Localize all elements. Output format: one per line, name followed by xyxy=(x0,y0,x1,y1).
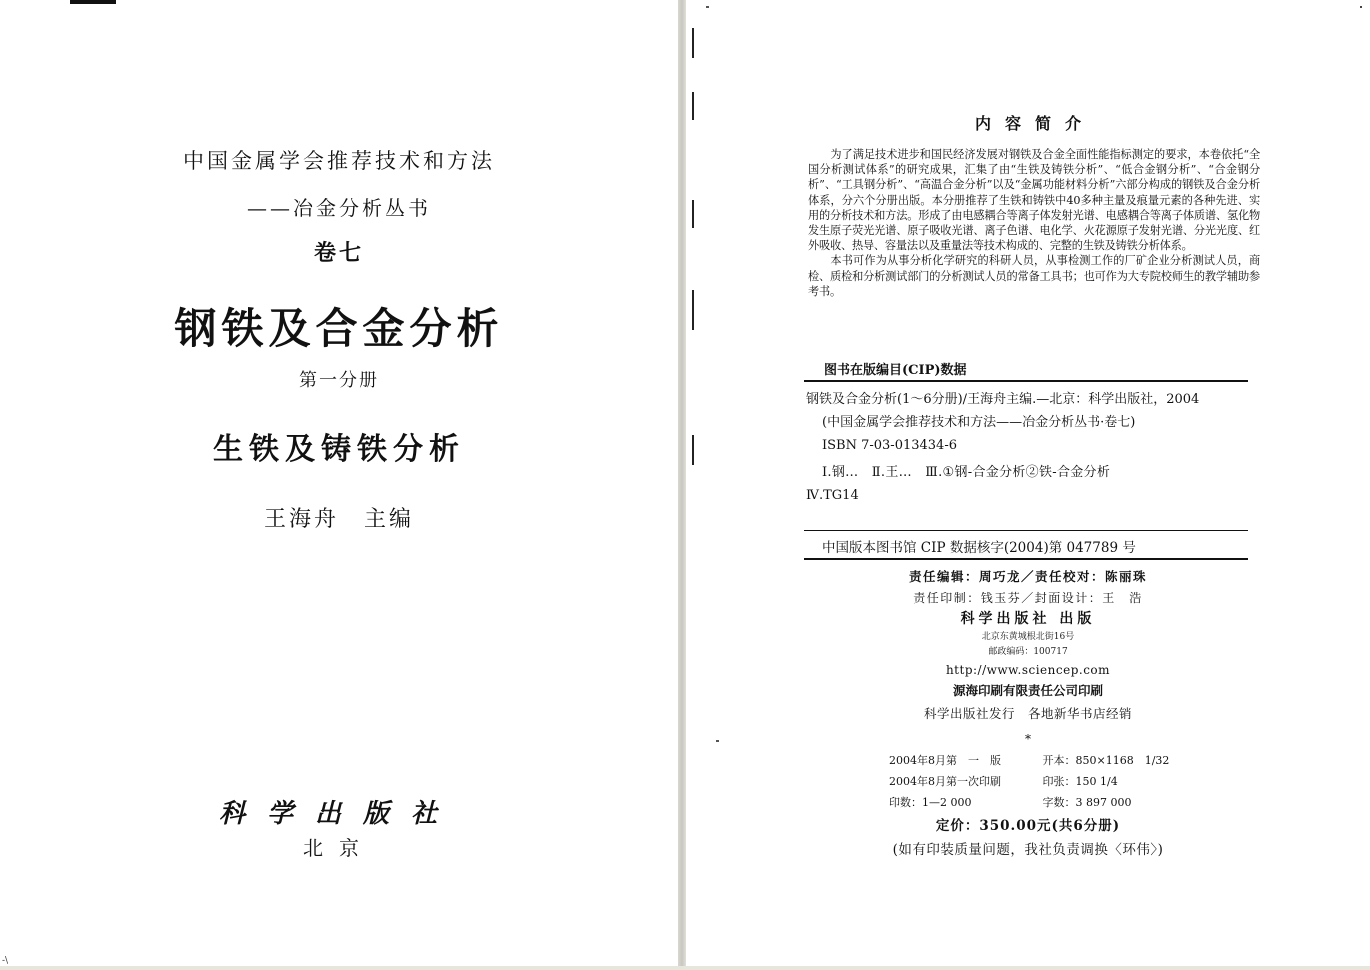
cip-series-entry: (中国金属学会推荐技术和方法——冶金分析丛书·卷七) xyxy=(822,415,1136,430)
cip-classification: Ⅰ.钢… Ⅱ.王… Ⅲ.①钢-合金分析②铁-合金分析 xyxy=(822,465,1111,480)
scan-margin-mark xyxy=(692,435,694,465)
publisher-address: 北京东黄城根北街16号 xyxy=(981,632,1075,642)
cip-heading: 图书在版编目(CIP)数据 xyxy=(824,363,967,378)
publisher-postcode: 邮政编码：100717 xyxy=(988,647,1068,657)
cip-record xyxy=(806,388,1266,507)
printing-date: 2004年8月第一次印刷 xyxy=(889,775,1001,788)
print-run: 印数：1—2 000 xyxy=(889,796,972,809)
volume-number: 卷七 xyxy=(313,240,364,266)
edition-row xyxy=(889,771,1169,792)
printer-line: 源海印刷有限责任公司印刷 xyxy=(952,683,1103,698)
series-name: 中国金属学会推荐技术和方法 xyxy=(183,149,495,173)
summary-body xyxy=(808,147,1260,299)
price-line: 定价：350.00元(共6分册) xyxy=(935,818,1121,834)
separator-star: * xyxy=(1025,732,1031,746)
publisher-logo: 科学出版社 xyxy=(218,799,459,829)
scan-dot xyxy=(1360,6,1362,8)
credits-block xyxy=(686,566,1370,750)
quality-notice: (如有印装质量问题，我社负责调换〈环伟〉) xyxy=(892,842,1164,858)
distribution-line: 科学出版社发行 各地新华书店经销 xyxy=(923,706,1132,721)
editor-credits: 责任编辑：周巧龙／责任校对：陈丽珠 xyxy=(908,569,1147,584)
scan-margin-mark xyxy=(692,290,694,330)
cip-isbn: ISBN 7-03-013434-6 xyxy=(822,438,957,453)
series-subname: ——冶金分析丛书 xyxy=(247,196,431,220)
viewer-bottom-edge xyxy=(0,966,1370,970)
book-title: 钢铁及合金分析 xyxy=(174,304,504,353)
scan-margin-mark xyxy=(692,28,694,58)
scan-mark xyxy=(70,0,116,4)
summary-paragraph: 为了满足技术进步和国民经济发展对钢铁及合金全面性能指标测定的要求，本卷依托“全国分析测试体系”的研究成果，汇集了由“生铁及铸铁分析”、“低合金钢分析”、“合金钢分析”、“工具钢分析”、“高温合金分析”以及“金属功能材料分析”六部分构成的钢铁及合金分析体系，分六个分册出版。本分册推荐了生铁和铸铁中40多种主量及痕量元素的各种先进、实用的分析技术和方法。形成了由电感耦合等离子体发射光谱、电感耦合等离子体质谱、氢化物发生原子荧光光谱、原子吸收光谱、离子色谱、电化学、火花源原子发射光谱、分光光度、红外吸收、热导、容量法以及重量法等技术构成的、完整的生铁及铸铁分析体系。 xyxy=(808,148,1260,253)
production-credits: 责任印制：钱玉芬／封面设计：王 浩 xyxy=(913,591,1143,605)
corner-mark: -\ xyxy=(2,956,9,966)
title-page xyxy=(0,0,678,968)
publisher-city: 北京 xyxy=(303,836,375,860)
cip-classification-code: Ⅳ.TG14 xyxy=(806,488,859,503)
edition-date: 2004年8月第 一 版 xyxy=(889,754,1001,767)
cip-mid-rule xyxy=(804,530,1248,531)
summary-paragraph: 本书可作为从事分析化学研究的科研人员，从事检测工作的厂矿企业分析测试人员，商检、质检和分析测试部门的分析测试人员的常备工具书；也可作为大专院校师生的教学辅助参考书。 xyxy=(808,254,1260,298)
word-count: 字数：3 897 000 xyxy=(1042,796,1132,809)
editor-credit: 王海舟 主编 xyxy=(263,507,414,532)
page-gutter xyxy=(678,0,686,970)
cip-book-entry: 钢铁及合金分析(1～6分册)/王海舟主编.—北京：科学出版社，2004 xyxy=(806,392,1200,407)
fascicle-label: 第一分册 xyxy=(299,370,379,391)
publisher-url: http://www.sciencep.com xyxy=(945,663,1111,677)
edition-info xyxy=(889,750,1169,813)
cip-number: 中国版本图书馆 CIP 数据核字(2004)第 047789 号 xyxy=(822,540,1136,556)
book-subtitle: 生铁及铸铁分析 xyxy=(213,432,465,467)
scan-dot xyxy=(706,6,709,8)
scan-margin-mark xyxy=(692,200,694,228)
cip-bottom-rule xyxy=(804,558,1248,560)
format-size: 开本：850×1168 1/32 xyxy=(1042,754,1170,767)
publisher-line: 科学出版社 出版 xyxy=(960,611,1096,627)
copyright-page xyxy=(686,0,1370,968)
summary-heading: 内容简介 xyxy=(974,114,1095,133)
cip-top-rule xyxy=(804,380,1248,382)
sheet-count: 印张：150 1/4 xyxy=(1042,775,1118,788)
edition-row xyxy=(889,792,1169,813)
edition-row xyxy=(889,750,1169,771)
